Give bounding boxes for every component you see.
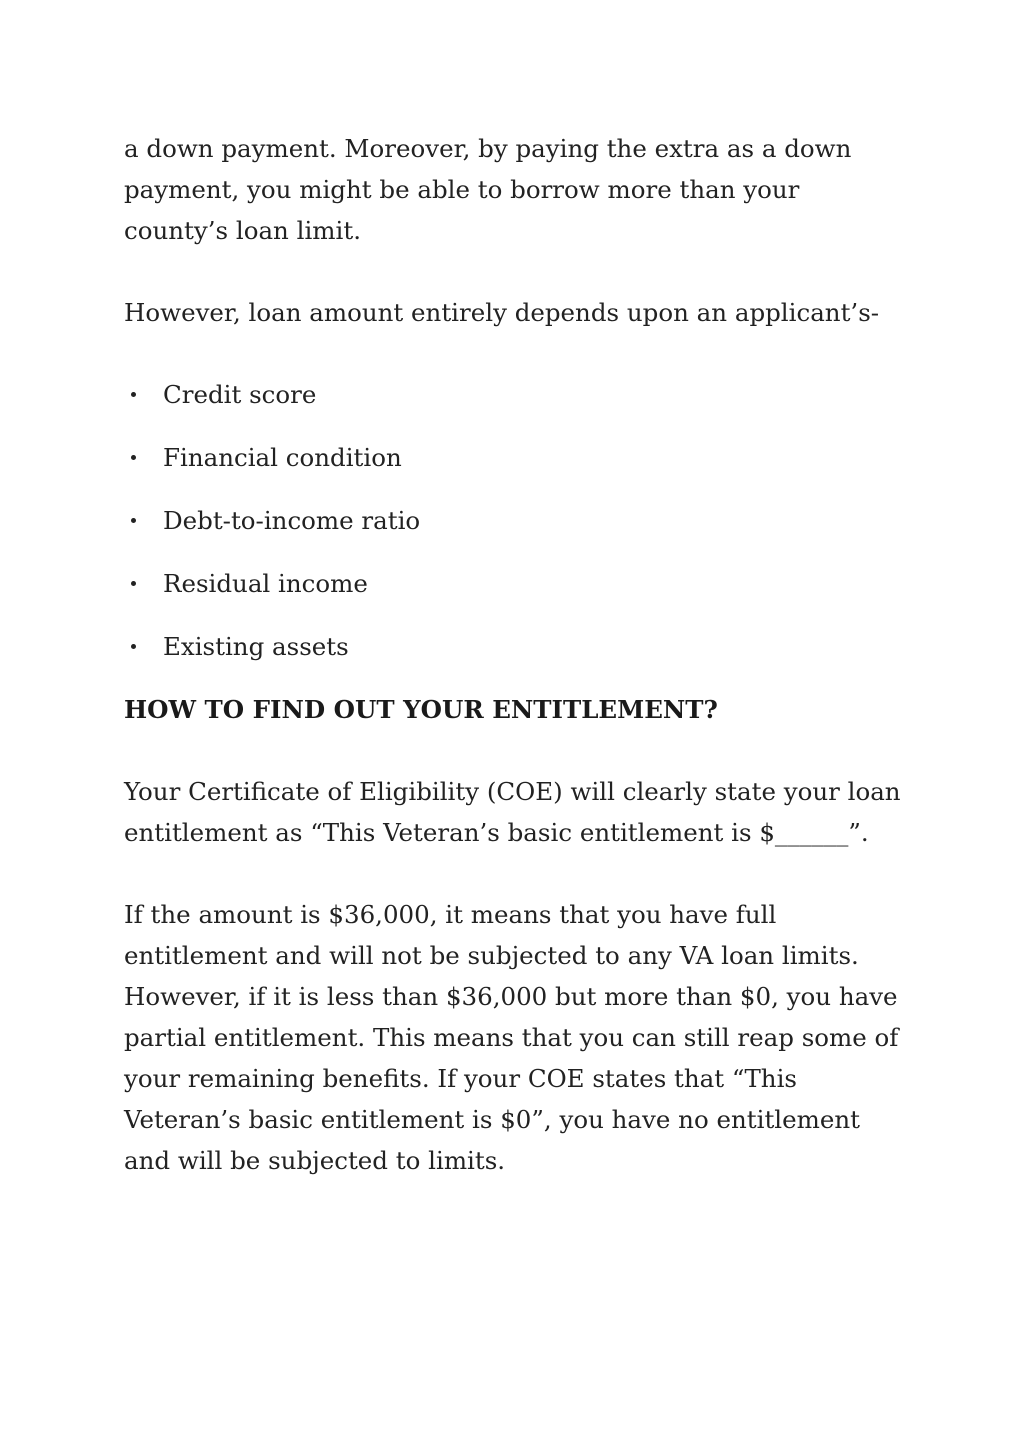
list-item-label: Existing assets — [163, 632, 349, 661]
list-item — [124, 374, 904, 415]
lead-in-paragraph: However, loan amount entirely depends upon an applicant’s- — [124, 298, 880, 327]
coe-paragraph: Your Certificate of Eligibility (COE) will clearly state your loan entitlement as “This Veteran’s basic entitlement is $______”. — [124, 777, 901, 847]
list-item-label: Residual income — [163, 569, 368, 598]
list-item-label: Debt-to-income ratio — [163, 506, 421, 535]
list-item — [124, 563, 904, 604]
list-item-label: Credit score — [163, 380, 317, 409]
intro-paragraph: a down payment. Moreover, by paying the extra as a down payment, you might be able to borrow more than your county’s loan limit. — [124, 134, 852, 245]
factors-list — [124, 374, 904, 667]
section-heading: HOW TO FIND OUT YOUR ENTITLEMENT? — [124, 695, 718, 724]
list-item — [124, 437, 904, 478]
list-item-label: Financial condition — [163, 443, 402, 472]
bullet-icon — [131, 392, 136, 397]
document-page — [124, 128, 904, 1181]
entitlement-paragraph: If the amount is $36,000, it means that you have full entitlement and will not be subjected to any VA loan limits. However, if it is less than $36,000 but more than $0, you have partial entitlement. This means that you can still reap some of your remaining benefits. If your COE states that “This Veteran’s basic entitlement is $0”, you have no entitlement and will be subjected to limits. — [124, 900, 899, 1175]
bullet-icon — [131, 581, 136, 586]
list-item — [124, 500, 904, 541]
bullet-icon — [131, 518, 136, 523]
bullet-icon — [131, 455, 136, 460]
list-item — [124, 626, 904, 667]
bullet-icon — [131, 644, 136, 649]
